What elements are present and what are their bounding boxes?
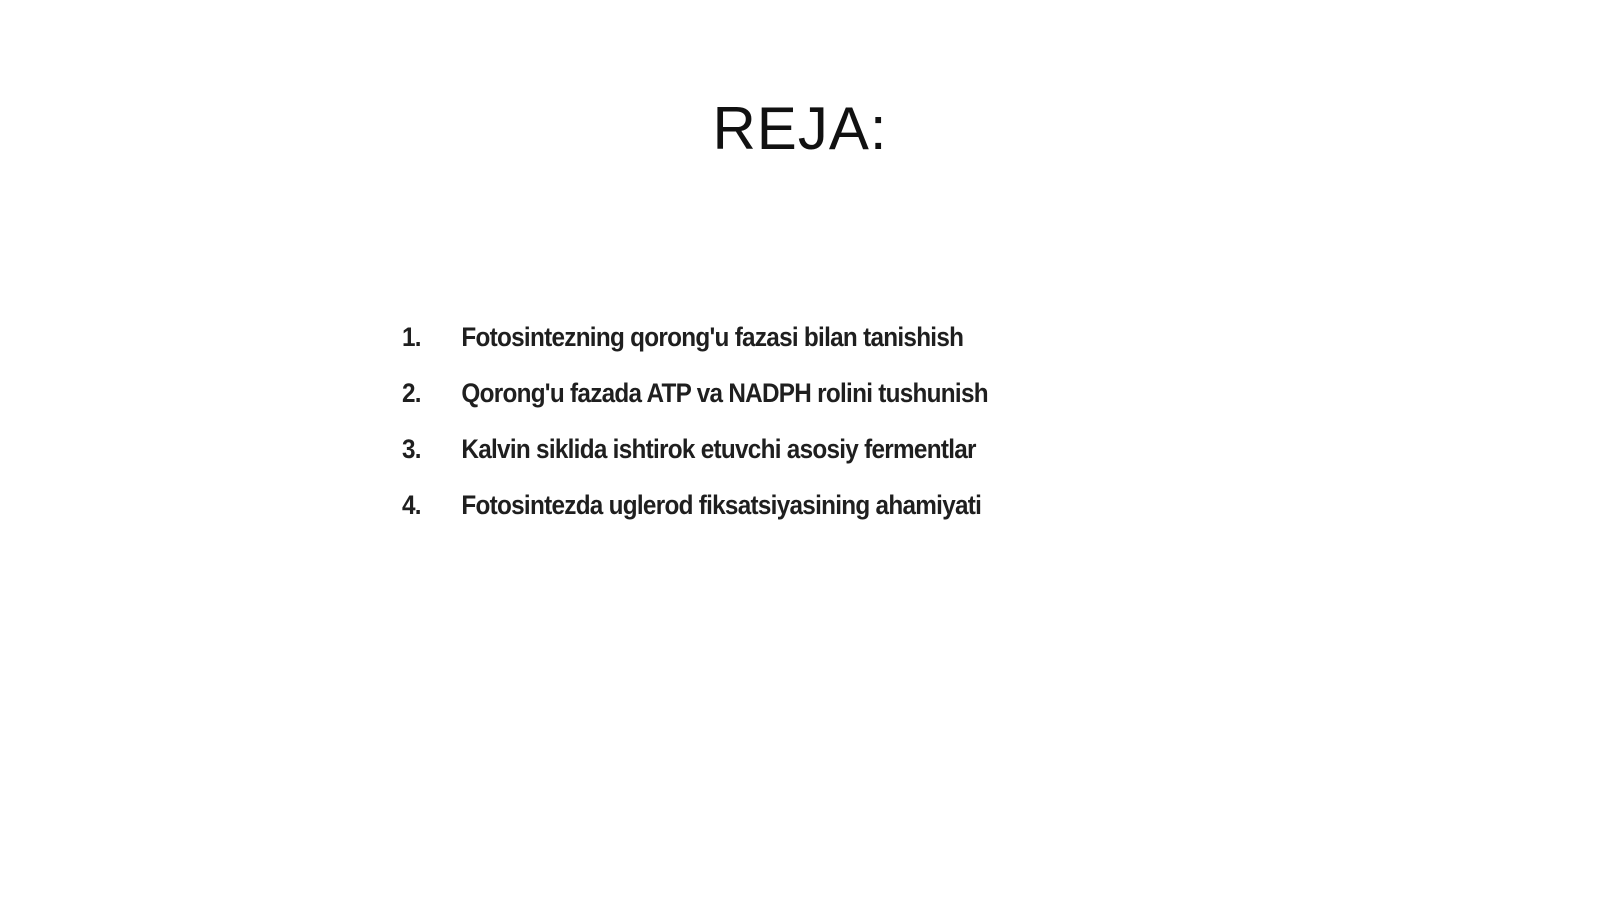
list-item xyxy=(402,378,988,434)
list-item-text: Fotosintezda uglerod fiksatsiyasining ahamiyati xyxy=(461,490,982,520)
list-item-number: 1. xyxy=(402,322,421,352)
list-item xyxy=(402,434,988,490)
list-item-number: 4. xyxy=(402,490,421,520)
plan-list xyxy=(402,322,1053,546)
list-item-text: Kalvin siklida ishtirok etuvchi asosiy fermentlar xyxy=(461,434,976,464)
list-item-number: 3. xyxy=(402,434,421,464)
list-item xyxy=(402,490,988,546)
list-item-text: Fotosintezning qorong'u fazasi bilan tanishish xyxy=(461,322,964,352)
list-item-number: 2. xyxy=(402,378,421,408)
slide-title: REJA: xyxy=(712,95,888,162)
list-item xyxy=(402,322,988,378)
list-item-text: Qorong'u fazada ATP va NADPH rolini tushunish xyxy=(461,378,988,408)
